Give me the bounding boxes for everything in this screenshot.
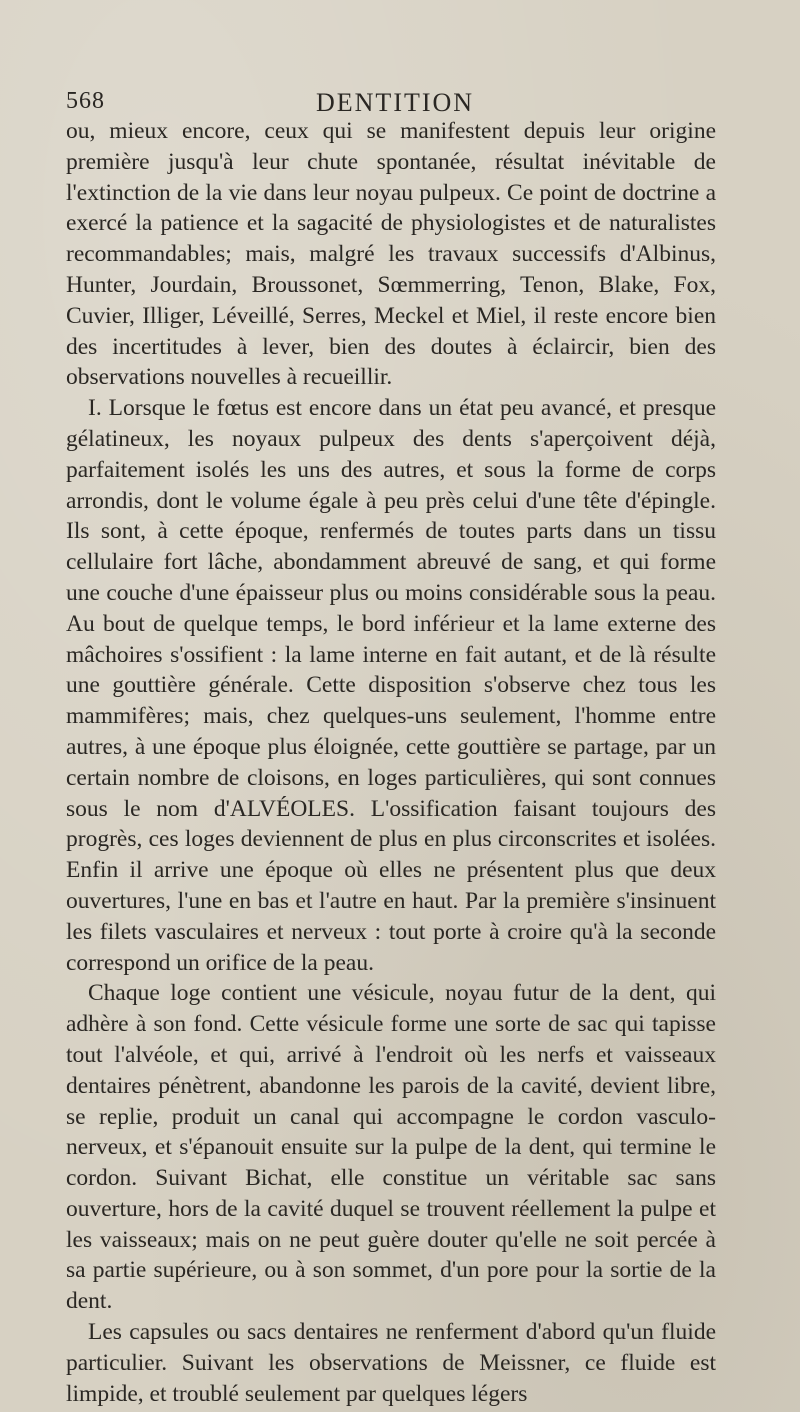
running-title: DENTITION	[316, 88, 475, 117]
paragraph-4: Les capsules ou sacs dentaires ne renferment d'abord qu'un fluide particulier. Suivant les observations de Meissner, ce fluide est limpide, et troublé seulement par quelques légers	[66, 1319, 716, 1407]
paragraph-3: Chaque loge contient une vésicule, noyau futur de la dent, qui adhère à son fond. Cette vésicule forme une sorte de sac qui tapisse tout l'alvéole, et qui, arrivé à l'endroit où les nerfs et vaisseaux dentaires pénètrent, abandonne les parois de la cavité, devient libre, se replie, produit un canal qui accompagne le cordon vasculo-nerveux, et s'épanouit ensuite sur la pulpe de la dent, qui termine le cordon. Suivant Bichat, elle constitue un véritable sac sans ouverture, hors de la cavité duquel se trouvent réellement la pulpe et les vaisseaux; mais on ne peut guère douter qu'elle ne soit percée à sa partie supérieure, ou à son sommet, d'un pore pour la sortie de la dent.	[66, 980, 716, 1315]
paragraph-1: ou, mieux encore, ceux qui se manifestent depuis leur origine première jusqu'à leur chute spontanée, résultat inévitable de l'extinction de la vie dans leur noyau pulpeux. Ce point de doctrine a exercé la patience et la sagacité de physiologistes et de naturalistes recommandables; mais, malgré les travaux successifs d'Albinus, Hunter, Jourdain, Broussonet, Sœmmerring, Tenon, Blake, Fox, Cuvier, Illiger, Léveillé, Serres, Meckel et Miel, il reste encore bien des incertitudes à lever, bien des doutes à éclaircir, bien des observations nouvelles à recueillir.	[66, 118, 716, 391]
body-text	[66, 116, 716, 1409]
page-number: 568	[66, 88, 105, 114]
paragraph-2: I. Lorsque le fœtus est encore dans un état peu avancé, et presque gélatineux, les noyaux pulpeux des dents s'aperçoivent déjà, parfaitement isolés les uns des autres, et sous la forme de corps arrondis, dont le volume égale à peu près celui d'une tête d'épingle. Ils sont, à cette époque, renfermés de toutes parts dans un tissu cellulaire fort lâche, abondamment abreuvé de sang, et qui forme une couche d'une épaisseur plus ou moins considérable sous la peau. Au bout de quelque temps, le bord inférieur et la lame externe des mâchoires s'ossifient : la lame interne en fait autant, et de là résulte une gouttière générale. Cette disposition s'observe chez tous les mammifères; mais, chez quelques-uns seulement, l'homme entre autres, à une époque plus éloignée, cette gouttière se partage, par un certain nombre de cloisons, en loges particulières, qui sont connues sous le nom d'ALVÉOLES. L'ossification faisant toujours des progrès, ces loges deviennent de plus en plus circonscrites et isolées. Enfin il arrive une époque où elles ne présentent plus que deux ouvertures, l'une en bas et l'autre en haut. Par la première s'insinuent les filets vasculaires et nerveux : tout porte à croire qu'à la seconde correspond un orifice de la peau.	[66, 395, 716, 976]
